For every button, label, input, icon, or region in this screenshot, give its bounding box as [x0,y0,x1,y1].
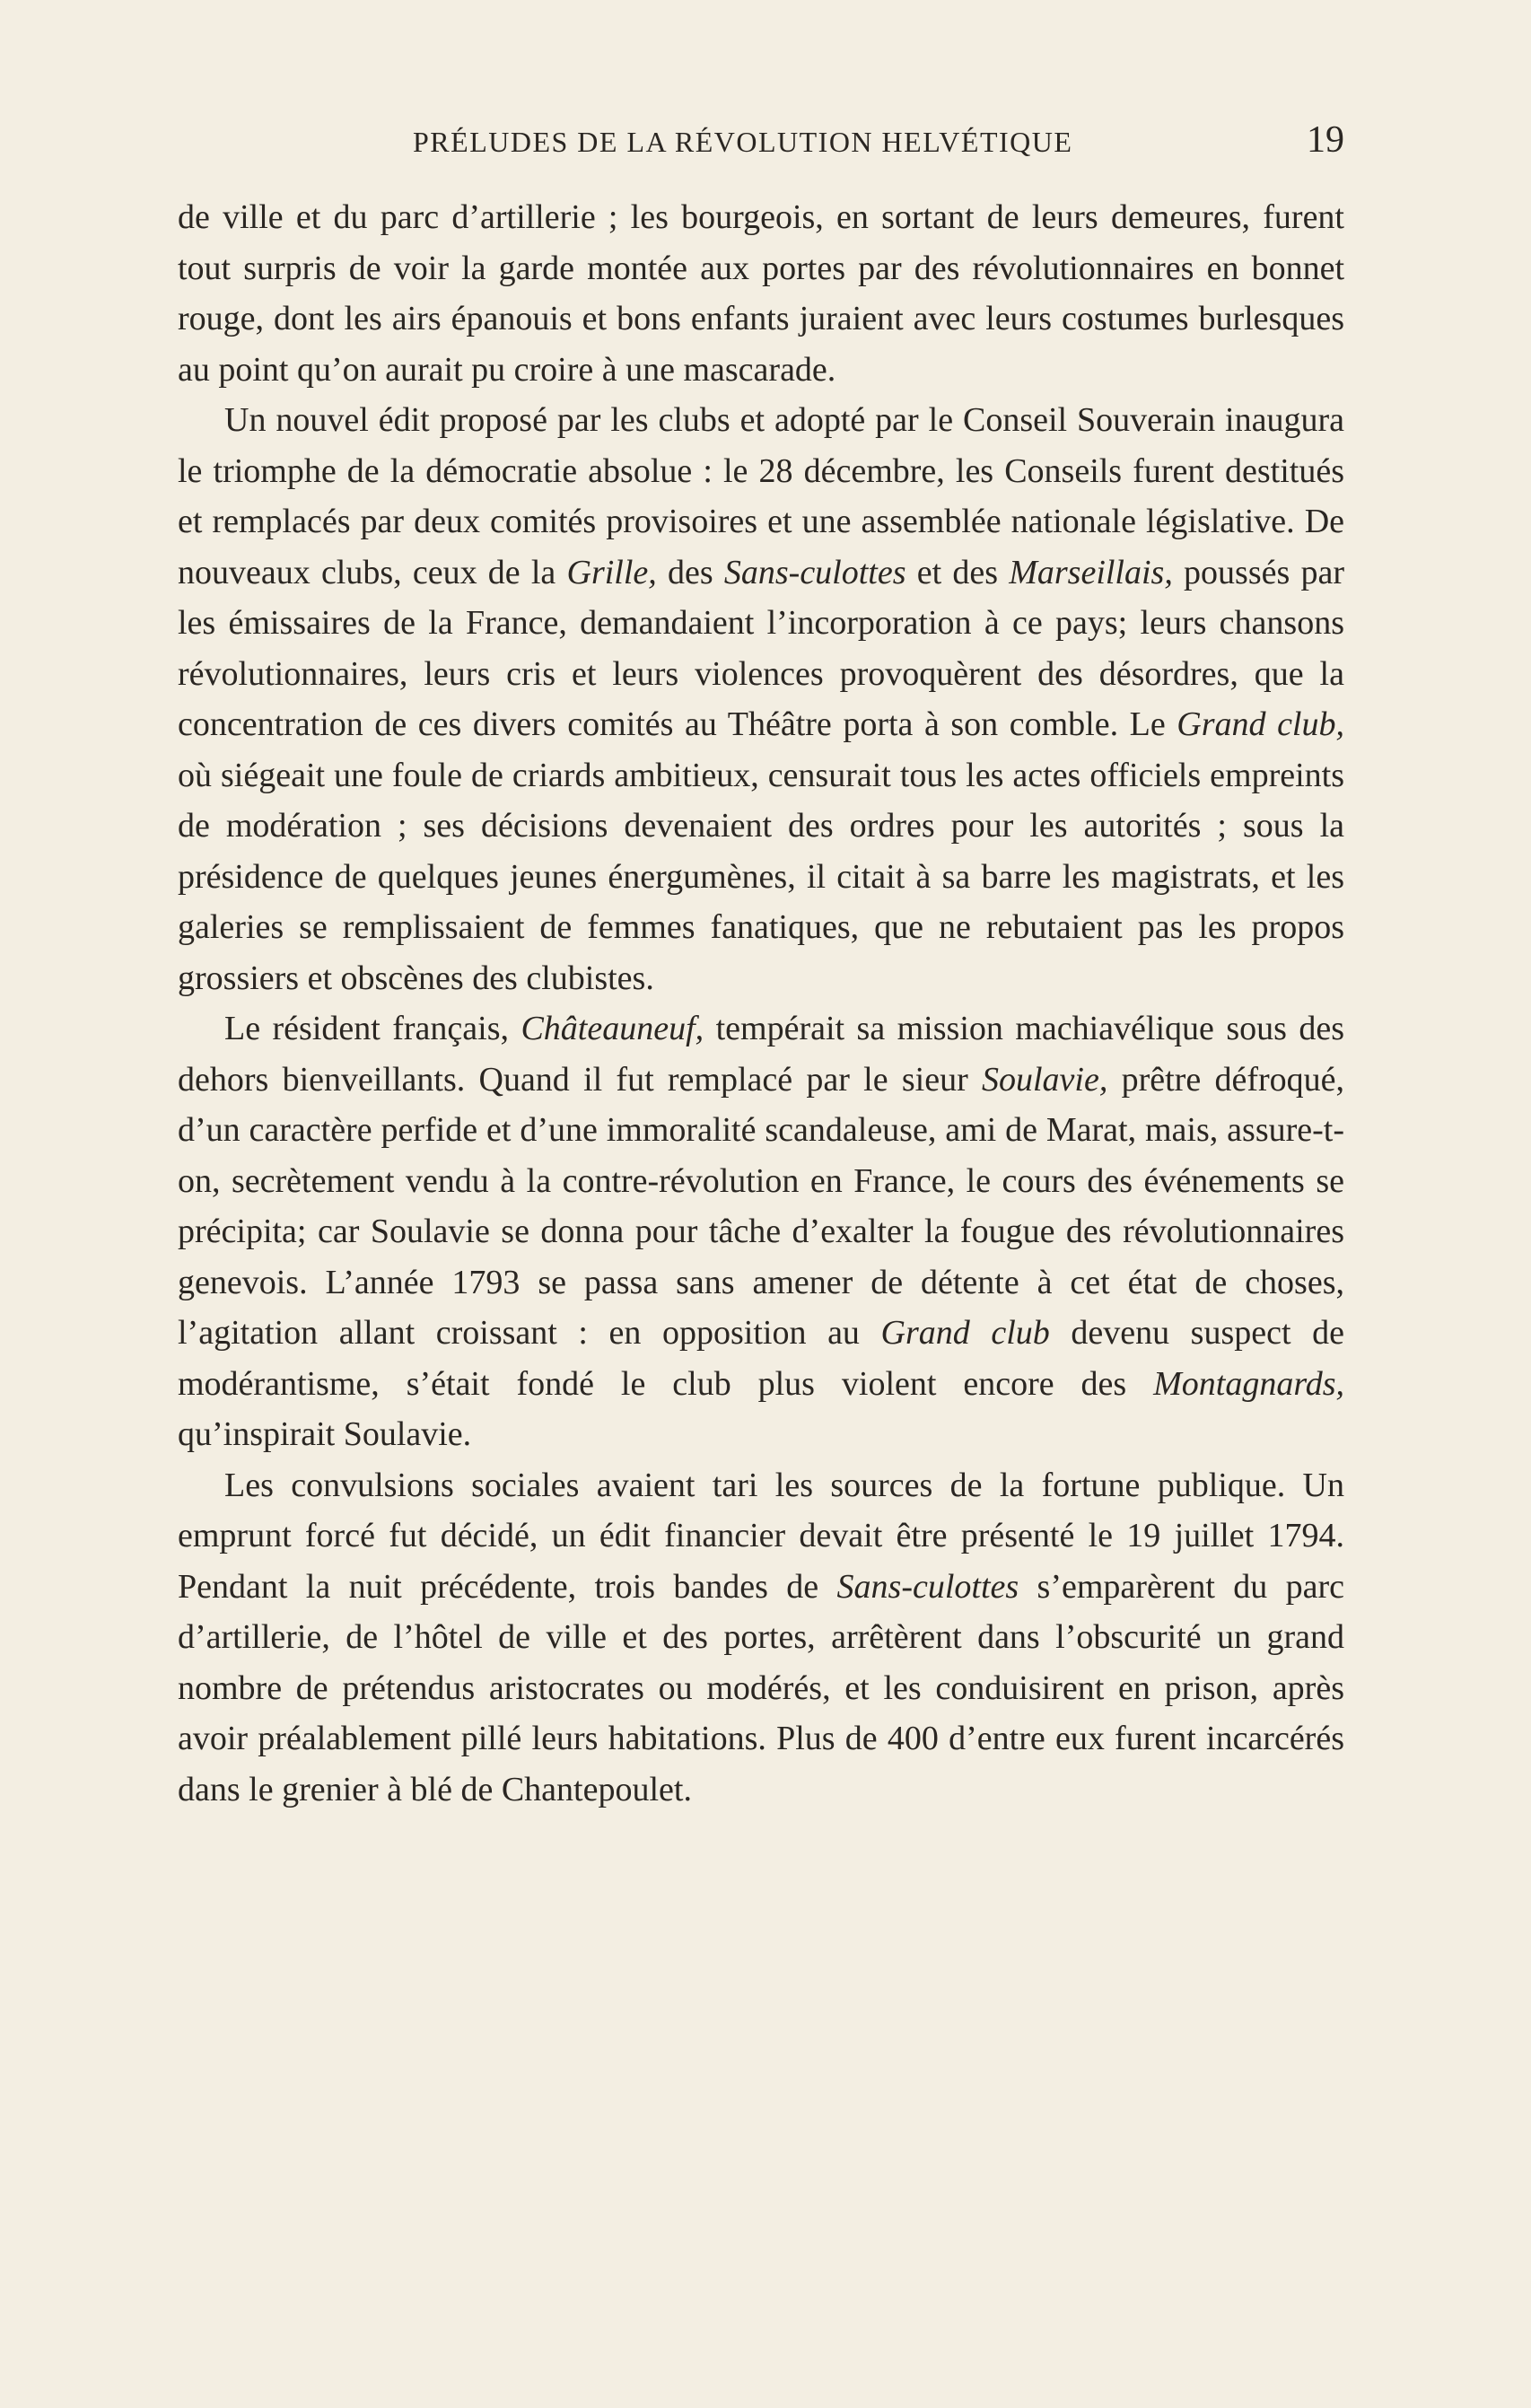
text-segment: s’emparèrent du parc d’artillerie, de l’hôtel de ville et des portes, arrêtèrent dans l’obscurité un grand nombre de prétendus aristocrates ou modérés, et les conduisirent en prison, après avoir préalablement pillé leurs habitations. Plus de 400 d’entre eux furent incarcérés dans le grenier à blé de Chantepoulet. [178,1567,1345,1808]
text-segment: Un nouvel édit proposé par les clubs et adopté par le Conseil Souverain inaugura le triomphe de la démocratie absolue : le 28 décembre, les Conseils furent destitués et remplacés par deux comités provisoires et une assemblée nationale législative. De nouveaux clubs, ceux de la [178,401,1344,591]
text-segment: où siégeait une foule de criards ambitieux, censurait tous les actes officiels empreints de modération ; ses décisions devenaient des ordres pour les autorités ; sous la présidence de quelques jeunes énergumènes, il citait à sa barre les magistrats, et les galeries se remplissaient de femmes fanatiques, que ne rebutaient pas les propos grossiers et obscènes des clubistes. [178,756,1344,997]
italic-segment: Châteauneuf, [521,1010,704,1047]
text-segment: devenu suspect de modérantisme, s’était fondé le club plus violent encore des [178,1314,1344,1403]
paragraph-3 [178,1003,1344,1460]
italic-segment: Montagnards, [1153,1364,1344,1403]
italic-segment: Grille, [566,553,657,591]
page-header [178,119,1344,167]
italic-segment: Sans-culottes [836,1567,1019,1606]
paragraph-2 [178,395,1344,1003]
text-segment: des [656,553,724,591]
paragraph-4 [178,1460,1344,1816]
body-text [178,192,1344,1815]
italic-segment: Sans-culottes [723,553,906,591]
running-title: PRÉLUDES DE LA RÉVOLUTION HELVÉTIQUE [413,126,1073,158]
text-segment: et des [905,553,1010,591]
paragraph-1 [178,192,1344,395]
text-segment: qu’inspirait Soulavie. [178,1415,472,1453]
text-segment: de ville et du parc d’artillerie ; les bourgeois, en sortant de leurs demeures, furent tout surpris de voir la garde montée aux portes par des révolutionnaires en bonnet rouge, dont les airs épanouis et bons enfants juraient avec leurs costumes burlesques au point qu’on aurait pu croire à une mascarade. [178,198,1344,389]
text-segment: tempérait sa mission machiavélique sous des dehors bienveillants. Quand il fut remplacé par le sieur [178,1010,1344,1099]
italic-segment: Marseillais, [1009,553,1173,591]
italic-segment: Soulavie, [981,1060,1108,1099]
text-segment: Le résident français, [224,1010,521,1047]
italic-segment: Grand club, [1177,705,1344,743]
italic-segment: Grand club [880,1314,1050,1352]
page-number: 19 [1307,119,1344,161]
text-segment: poussés par les émissaires de la France, demandaient l’incorporation à ce pays; leurs chansons révolutionnaires, leurs cris et leurs violences provoquèrent des désordres, que la concentration de ces divers comités au Théâtre porta à son comble. Le [178,553,1345,743]
text-segment: Les convulsions sociales avaient tari les sources de la fortune publique. Un emprunt forcé fut décidé, un édit financier devait être présenté le 19 juillet 1794. Pendant la nuit précédente, trois bandes de [178,1466,1344,1606]
text-segment: prêtre défroqué, d’un caractère perfide et d’une immoralité scandaleuse, ami de Marat, mais, assure-t-on, secrètement vendu à la contre-révolution en France, le cours des événements se précipita; car Soulavie se donna pour tâche d’exalter la fougue des révolutionnaires genevois. L’année 1793 se passa sans amener de détente à cet état de choses, l’agitation allant croissant : en opposition au [178,1060,1344,1352]
